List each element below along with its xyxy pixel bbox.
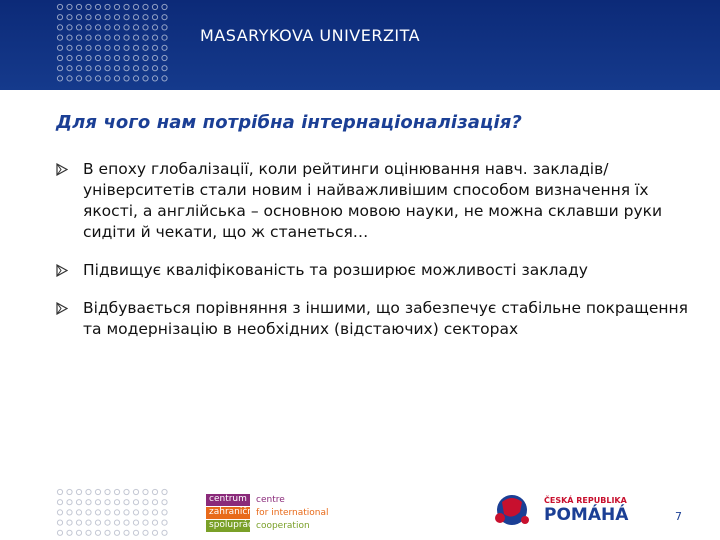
grid-dot [114,66,119,71]
grid-dot [95,45,100,50]
grid-dot [143,520,148,525]
grid-dot [162,66,167,71]
grid-dot [143,15,148,20]
grid-dot [114,25,119,30]
bullet-list [56,159,706,357]
grid-dot [124,500,129,505]
grid-dot [57,76,62,81]
grid-dot [86,510,91,515]
ccz-logo-row [206,507,329,519]
grid-dot [57,55,62,60]
grid-dot [57,45,62,50]
grid-dot [143,45,148,50]
grid-dot [124,76,129,81]
ccz-logo-text: cooperation [256,520,310,531]
grid-dot [162,500,167,505]
grid-dot [86,35,91,40]
ccz-logo-row [206,494,329,506]
bullet-text: Відбувається порівняння з іншими, що забезпечує стабільне покращення та модернізацію в необхідних (відстаючих) секторах [83,299,688,338]
ccz-logo-box: centrum [206,494,250,506]
grid-dot [114,76,119,81]
arrowhead-bullet-icon [56,163,68,176]
grid-dot [86,45,91,50]
grid-dot [95,76,100,81]
ccz-logo-text: centre [256,494,285,505]
grid-dot [105,35,110,40]
grid-dot [114,4,119,9]
grid-dot [105,500,110,505]
grid-dot [133,55,138,60]
grid-dot [114,45,119,50]
grid-dot [124,25,129,30]
grid-dot [162,45,167,50]
grid-dot [57,530,62,535]
header-banner [0,0,720,90]
grid-dot [105,55,110,60]
grid-dot [67,530,72,535]
grid-dot [105,4,110,9]
grid-dot [57,35,62,40]
grid-dot [76,76,81,81]
grid-dot [67,25,72,30]
grid-dot [67,76,72,81]
grid-dot [76,15,81,20]
grid-dot [133,500,138,505]
grid-dot [57,4,62,9]
grid-dot [152,4,157,9]
bullet-text: Підвищує кваліфікованість та розширює можливості закладу [83,261,588,279]
grid-dot [105,520,110,525]
grid-dot [67,489,72,494]
grid-dot [143,25,148,30]
grid-dot [143,510,148,515]
grid-dot [86,500,91,505]
grid-dot [143,66,148,71]
grid-dot [143,35,148,40]
grid-dot [95,25,100,30]
grid-dot [67,45,72,50]
cr-logo-small-text: ČESKÁ REPUBLIKA [544,496,627,505]
grid-dot [105,45,110,50]
grid-dot [76,55,81,60]
grid-dot [133,35,138,40]
grid-dot [57,510,62,515]
grid-dot [95,35,100,40]
grid-dot [124,489,129,494]
grid-dot [162,25,167,30]
grid-dot [124,15,129,20]
university-name: MASARYKOVA UNIVERZITA [200,26,421,45]
grid-dot [162,55,167,60]
grid-dot [162,489,167,494]
grid-dot [124,530,129,535]
grid-dot [114,55,119,60]
grid-dot [76,45,81,50]
grid-dot [152,15,157,20]
grid-dot [143,530,148,535]
grid-dot [105,66,110,71]
grid-dot [124,4,129,9]
grid-dot [57,15,62,20]
grid-dot [57,489,62,494]
grid-dot [133,520,138,525]
grid-dot [133,76,138,81]
arrowhead-bullet-icon [56,302,68,315]
arrowhead-bullet-icon [56,264,68,277]
grid-dot [162,530,167,535]
grid-dot [86,55,91,60]
grid-dot [95,15,100,20]
grid-dot [114,530,119,535]
grid-dot [57,66,62,71]
grid-dot [133,530,138,535]
grid-dot [76,25,81,30]
grid-dot [152,520,157,525]
grid-dot [152,55,157,60]
grid-dot [152,510,157,515]
grid-dot [67,500,72,505]
grid-dot [76,510,81,515]
grid-dot [76,489,81,494]
bullet-text: В епоху глобалізації, коли рейтинги оцінювання навч. закладів/ університетів стали новим і найважливішим способом визначення їх якості, а англійська – основною мовою науки, не можна склавши руки сидіти й чекати, що ж станеться… [83,160,663,241]
grid-dot [152,25,157,30]
grid-dot [57,25,62,30]
grid-dot [143,489,148,494]
slide-title: Для чого нам потрібна інтернаціоналізація? [56,112,522,133]
grid-dot [67,4,72,9]
grid-dot [95,66,100,71]
grid-dot [86,25,91,30]
grid-dot [133,15,138,20]
grid-dot [105,530,110,535]
grid-dot [133,4,138,9]
ccz-logo-row [206,520,329,532]
grid-dot [67,520,72,525]
grid-dot [95,4,100,9]
grid-dot [105,76,110,81]
grid-dot [152,530,157,535]
grid-dot [86,15,91,20]
grid-dot [67,15,72,20]
grid-dot [124,66,129,71]
cr-logo-big-text: POMÁHÁ [544,505,629,525]
bullet-item [56,260,706,281]
czech-republic-helps-text [544,497,628,524]
grid-dot [105,25,110,30]
grid-dot [95,510,100,515]
grid-dot [152,489,157,494]
grid-dot [143,4,148,9]
grid-dot [76,500,81,505]
grid-dot [152,45,157,50]
grid-dot [86,530,91,535]
grid-dot [105,489,110,494]
bullet-item [56,298,706,340]
grid-dot [133,66,138,71]
grid-dot [152,66,157,71]
grid-dot [76,66,81,71]
grid-dot [143,500,148,505]
bullet-item [56,159,706,243]
grid-dot [95,520,100,525]
grid-dot [86,76,91,81]
grid-dot [57,500,62,505]
grid-dot [76,530,81,535]
grid-dot [114,15,119,20]
ccz-logo-box: spolupráce [206,520,250,532]
grid-dot [86,520,91,525]
grid-dot [86,4,91,9]
grid-dot [133,25,138,30]
grid-dot [86,489,91,494]
grid-dot [143,76,148,81]
grid-dot [162,15,167,20]
grid-dot [57,520,62,525]
grid-dot [162,510,167,515]
grid-dot [67,510,72,515]
grid-dot [86,66,91,71]
dot-grid-pattern-icon [56,3,176,87]
ccz-logo-text: for international [256,507,329,518]
grid-dot [124,35,129,40]
ccz-logo [206,494,329,533]
grid-dot [152,35,157,40]
grid-dot [133,45,138,50]
grid-dot [67,35,72,40]
page-number: 7 [675,510,682,523]
grid-dot [124,510,129,515]
grid-dot [152,76,157,81]
grid-dot [162,4,167,9]
footer-dot-grid-pattern-icon [56,488,176,538]
grid-dot [67,66,72,71]
grid-dot [114,35,119,40]
grid-dot [76,4,81,9]
grid-dot [162,35,167,40]
grid-dot [124,520,129,525]
grid-dot [143,55,148,60]
grid-dot [95,55,100,60]
grid-dot [76,520,81,525]
grid-dot [105,15,110,20]
grid-dot [76,35,81,40]
ccz-logo-box: zahraniční [206,507,250,519]
grid-dot [133,510,138,515]
grid-dot [124,55,129,60]
grid-dot [114,510,119,515]
grid-dot [124,45,129,50]
grid-dot [133,489,138,494]
grid-dot [67,55,72,60]
grid-dot [114,520,119,525]
grid-dot [152,500,157,505]
grid-dot [95,500,100,505]
grid-dot [95,489,100,494]
grid-dot [114,489,119,494]
grid-dot [95,530,100,535]
grid-dot [114,500,119,505]
grid-dot [162,520,167,525]
grid-dot [105,510,110,515]
grid-dot [162,76,167,81]
